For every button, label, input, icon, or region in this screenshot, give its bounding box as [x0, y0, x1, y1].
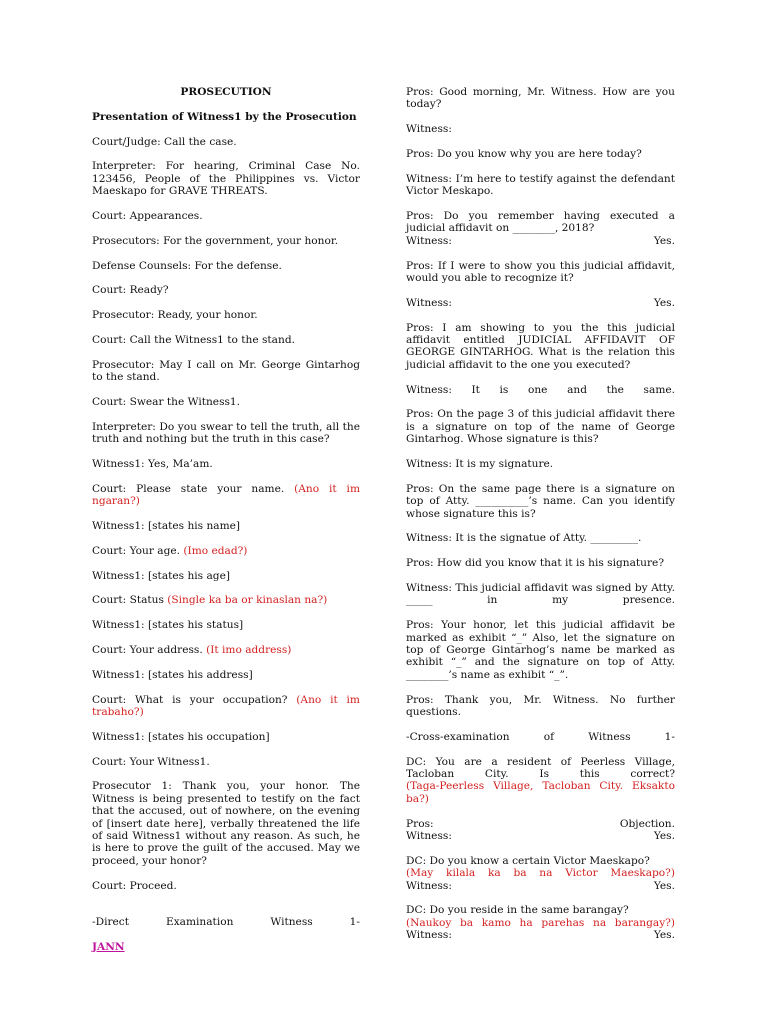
section-subtitle: Presentation of Witness1 by the Prosecution [92, 110, 357, 123]
left-column [92, 86, 360, 953]
showing-question: Pros: I am showing to you the this judicial affidavit entitled JUDICIAL AFFIDAVIT OF GEORGE GINTARHOG. What is the relation this judicial affidavit to the one you executed? [406, 321, 675, 371]
transcript-line: Pros: Good morning, Mr. Witness. How are you today? [406, 86, 675, 111]
transcript-line: Witness: This judicial affidavit was signed by Atty. _____ in my presence. [406, 582, 675, 607]
transcript-line: Pros: Your honor, let this judicial affidavit be marked as exhibit “_” Also, let the signature on top of George Gintarhog’s name be marked as exhibit “_” and the signature on top of Atty. ________’s name as exhibit “_”. [406, 619, 675, 681]
witness-answer: Witness: Yes. [406, 929, 675, 942]
recognize-answer: Witness: Yes. [406, 296, 675, 309]
transcript-line: Court: Proceed. [92, 879, 177, 892]
translation-note: (Ano it im trabaho?) [92, 693, 360, 718]
transcript-line: Pros: Do you know why you are here today? [406, 148, 642, 160]
transcript-line: Court: Ready? [92, 284, 169, 297]
transcript-line: Witness1: [states his address] [92, 668, 253, 681]
witness-answer: Witness: Yes. [406, 830, 675, 843]
right-column [406, 86, 675, 942]
translation-note: (May kilala ka ba na Victor Maeskapo?) [406, 867, 675, 880]
jann-link[interactable]: JANN [92, 940, 125, 953]
translation-note: (It imo address) [206, 643, 292, 656]
transcript-line: Interpreter: Do you swear to tell the truth, all the truth and nothing but the truth in this case? [92, 420, 360, 446]
cross-examination-heading: -Cross-examination of Witness 1- [406, 730, 675, 743]
transcript-line: Witness: It is the signatue of Atty. _________. [406, 532, 642, 545]
affidavit-answer: Witness: Yes. [406, 234, 675, 247]
translation-note: (Taga-Peerless Village, Tacloban City. Eksakto ba?) [406, 780, 675, 805]
transcript-line: Court: Your age. (Imo edad?) [92, 544, 248, 557]
transcript-line: Witness1: [states his name] [92, 519, 241, 532]
translation-note: (Naukoy ba kamo ha parehas na barangay?) [406, 916, 675, 929]
transcript-line: Court: Your address. (It imo address) [92, 643, 292, 656]
transcript-line: Prosecutors: For the government, your honor. [92, 234, 339, 247]
transcript-line: Prosecutor: Ready, your honor. [92, 309, 258, 322]
transcript-line: Prosecutor: May I call on Mr. George Gintarhog to the stand. [92, 358, 360, 384]
transcript-line: Witness1: Yes, Ma’am. [92, 457, 213, 470]
transcript-line: Court: Please state your name. (Ano it im ngaran?) [92, 482, 360, 508]
cross-item [406, 756, 675, 843]
showing-answer: Witness: It is one and the same. [406, 383, 675, 396]
transcript-line: Witness: [406, 123, 452, 136]
translation-note: (Imo edad?) [183, 544, 248, 557]
translation-note: (Ano it im ngaran?) [92, 482, 360, 508]
transcript-line: Witness1: [states his occupation] [92, 730, 270, 743]
transcript-line: Witness1: [states his status] [92, 619, 244, 632]
transcript-line: Defense Counsels: For the defense. [92, 259, 282, 272]
objection-line: Pros: Objection. [406, 817, 675, 830]
transcript-line: Pros: How did you know that it is his signature? [406, 557, 665, 570]
recognize-question: Pros: If I were to show you this judicial affidavit, would you able to recognize it? [406, 259, 675, 285]
transcript-line: Pros: On the page 3 of this judicial affidavit there is a signature on top of the name of George Gintarhog. Whose signature is this? [406, 408, 675, 446]
affidavit-question: Pros: Do you remember having executed a judicial affidavit on ________, 2018? [406, 210, 675, 235]
transcript-line: Witness1: [states his age] [92, 569, 230, 582]
transcript-paragraph: Prosecutor 1: Thank you, your honor. The Witness is being presented to testify on the fact that the accused, out of nowhere, on the evening of [insert date here], verbally threatened the life of said Witness1 without any reason. As such, he is here to prove the guilt of the accused. May we proceed, your honor? [92, 780, 360, 867]
transcript-line: Pros: Thank you, Mr. Witness. No further questions. [406, 693, 675, 719]
transcript-line: Witness: I’m here to testify against the defendant Victor Meskapo. [406, 172, 675, 198]
cross-question: DC: Do you reside in the same barangay? [406, 904, 629, 917]
transcript-line: Court: Your Witness1. [92, 755, 210, 768]
cross-item [406, 904, 675, 941]
transcript-line: Court: What is your occupation? (Ano it im trabaho?) [92, 693, 360, 718]
direct-examination-heading: -Direct Examination Witness 1- [92, 916, 360, 928]
cross-question: DC: Do you know a certain Victor Maeskapo? [406, 854, 650, 867]
transcript-line: Court: Status (Single ka ba or kinaslan na?) [92, 594, 328, 607]
transcript-line: Court: Call the Witness1 to the stand. [92, 333, 295, 346]
page-title: PROSECUTION [180, 86, 272, 98]
cross-question: DC: You are a resident of Peerless Village, Tacloban City. Is this correct? [406, 755, 675, 781]
transcript-line: Pros: On the same page there is a signature on top of Atty. __________’s name. Can you identify whose signature this is? [406, 482, 675, 520]
cross-item [406, 855, 675, 892]
translation-note: (Single ka ba or kinaslan na?) [167, 594, 328, 607]
transcript-line: Court/Judge: Call the case. [92, 135, 237, 148]
transcript-line: Witness: It is my signature. [406, 458, 554, 471]
transcript-line: Court: Swear the Witness1. [92, 395, 241, 408]
transcript-line: Interpreter: For hearing, Criminal Case No. 123456, People of the Philippines vs. Victor Maeskapo for GRAVE THREATS. [92, 160, 360, 198]
witness-answer: Witness: Yes. [406, 879, 675, 892]
transcript-line: Court: Appearances. [92, 210, 203, 222]
